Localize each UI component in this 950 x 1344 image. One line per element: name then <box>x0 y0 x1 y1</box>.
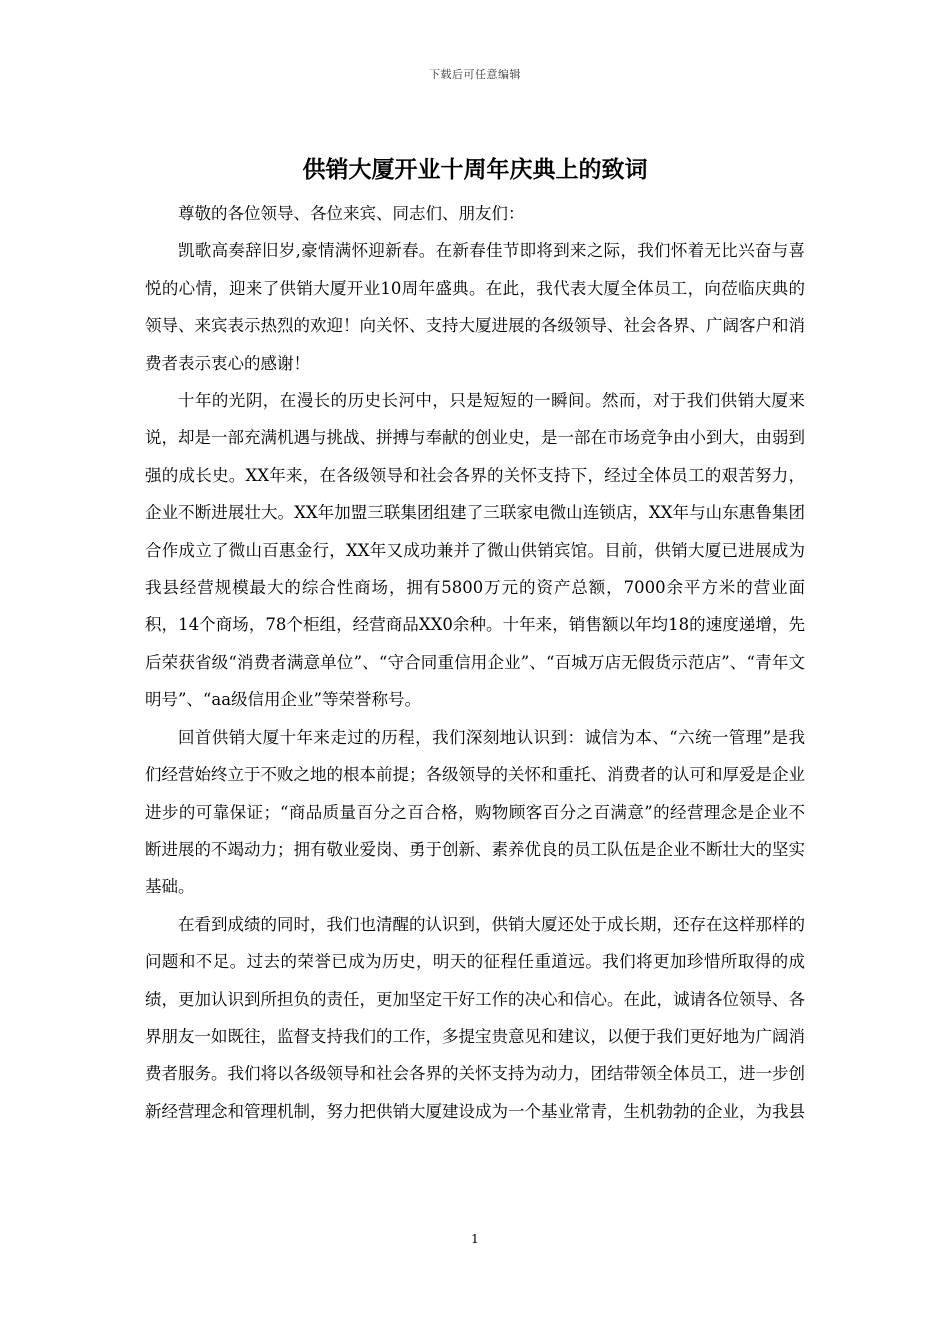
body-paragraph: 回首供销大厦十年来走过的历程，我们深刻地认识到：诚信为本、“六统一管理”是我们经营始终立于不败之地的根本前提；各级领导的关怀和重托、消费者的认可和厚爱是企业进步的可靠保证；“商品质量百分之百合格，购物顾客百分之百满意”的经营理念是企业不断进展的不竭动力；拥有敬业爱岗、勇于创新、素养优良的员工队伍是企业不断壮大的坚实基础。 <box>145 727 805 897</box>
body-paragraph: 凯歌高奏辞旧岁,豪情满怀迎新春。在新春佳节即将到来之际，我们怀着无比兴奋与喜悦的心情，迎来了供销大厦开业10周年盛典。在此，我代表大厦全体员工，向莅临庆典的领导、来宾表示热烈的欢迎！向关怀、支持大厦进展的各级领导、社会各界、广阔客户和消费者表示衷心的感谢！ <box>145 241 805 373</box>
body-paragraph: 在看到成绩的同时，我们也清醒的认识到，供销大厦还处于成长期，还存在这样那样的问题和不足。过去的荣誉已成为历史，明天的征程任重道远。我们将更加珍惜所取得的成绩，更加认识到所担负的责任，更加坚定干好工作的决心和信心。在此，诚请各位领导、各界朋友一如既往，监督支持我们的工作，多提宝贵意见和建议，以便于我们更好地为广阔消费者服务。我们将以各级领导和社会各界的关怀支持为动力，团结带领全体员工，进一步创新经营理念和管理机制，努力把供销大厦建设成为一个基业常青，生机勃勃的企业，为我县 <box>145 914 805 1121</box>
document-title: 供销大厦开业十周年庆典上的致词 <box>302 156 648 183</box>
page-number: 1 <box>471 1232 479 1246</box>
body-paragraph: 十年的光阴，在漫长的历史长河中，只是短短的一瞬间。然而，对于我们供销大厦来说，却是一部充满机遇与挑战、拼搏与奉献的创业史，是一部在市场竞争由小到大，由弱到强的成长史。XX年来，在各级领导和社会各界的关怀支持下，经过全体员工的艰苦努力，企业不断进展壮大。XX年加盟三联集团组建了三联家电微山连锁店，XX年与山东惠鲁集团合作成立了微山百惠金行，XX年又成功兼并了微山供销宾馆。目前，供销大厦已进展成为我县经营规模最大的综合性商场，拥有5800万元的资产总额，7000余平方米的营业面积，14个商场，78个柜组，经营商品XX0余种。十年来，销售额以年均18的速度递增，先后荣获省级“消费者满意单位”、“守合同重信用企业”、“百城万店无假货示范店”、“青年文明号”、“aa级信用企业”等荣誉称号。 <box>145 391 805 710</box>
page-header: 下载后可任意编辑 <box>429 68 521 81</box>
document-body <box>145 195 805 1130</box>
salutation-paragraph: 尊敬的各位领导、各位来宾、同志们、朋友们： <box>178 204 525 223</box>
